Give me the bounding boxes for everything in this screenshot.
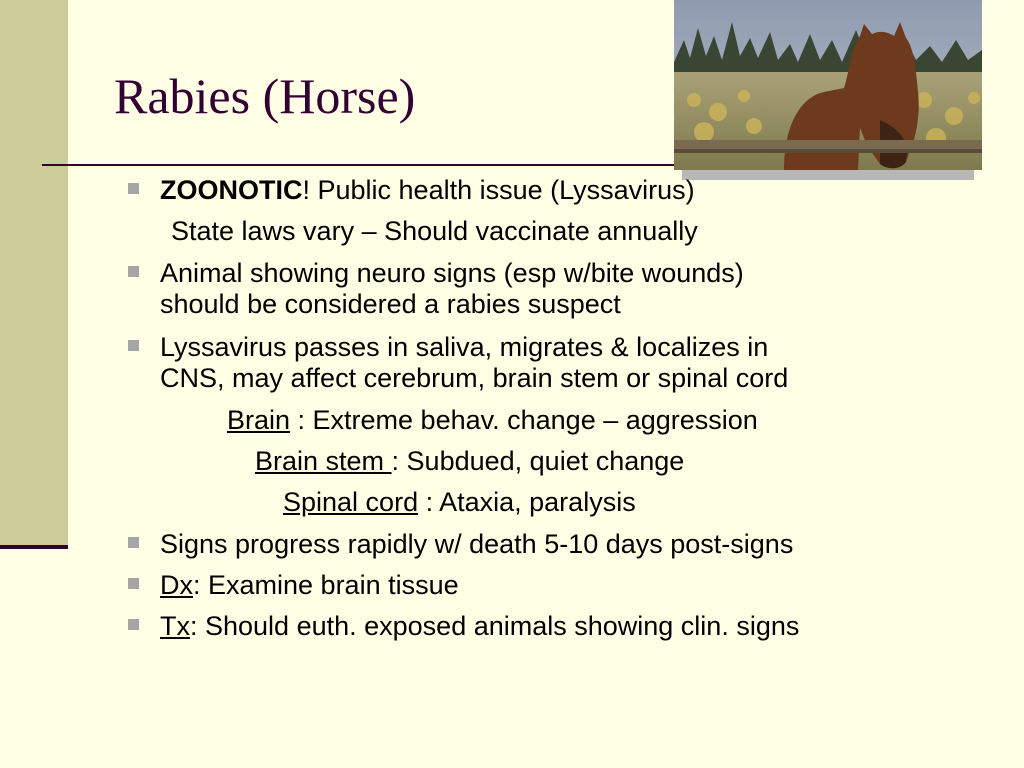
dx-term: Dx — [160, 570, 193, 600]
neuro-suspect-line — [160, 288, 621, 320]
tx-text: : Should euth. exposed animals showing clin. signs — [190, 611, 800, 641]
bullet-marker — [128, 266, 139, 277]
bullet-progression — [160, 528, 793, 560]
brain-desc: : Extreme behav. change – aggression — [290, 405, 758, 435]
slide-title: Rabies (Horse) — [114, 68, 416, 124]
brainstem-term: Brain stem — [255, 446, 392, 476]
spinalcord-desc: : Ataxia, paralysis — [418, 487, 636, 517]
tx-term: Tx — [160, 611, 190, 641]
bullet-neuro-signs — [160, 257, 744, 289]
vaccination-note — [171, 215, 698, 247]
neuro-line-2: should be considered a rabies suspect — [160, 289, 621, 319]
brainstem-sign — [255, 445, 684, 477]
bullet-marker — [128, 183, 139, 194]
bullet-lyssavirus — [160, 331, 768, 363]
bullet-treatment — [160, 610, 799, 642]
dx-text: : Examine brain tissue — [193, 570, 459, 600]
brain-term: Brain — [227, 405, 291, 435]
spinalcord-term: Spinal cord — [283, 487, 419, 517]
bullet-marker — [128, 619, 139, 630]
bullet-diagnosis — [160, 569, 459, 601]
bullet-marker — [128, 537, 139, 548]
lyssavirus-cns-line — [160, 362, 788, 394]
lyssavirus-line-2: CNS, may affect cerebrum, brain stem or spinal cord — [160, 363, 789, 393]
neuro-line-1: Animal showing neuro signs (esp w/bite wounds) — [160, 258, 744, 288]
zoonotic-term: ZOONOTIC — [160, 175, 303, 205]
zoonotic-text: ! Public health issue (Lyssavirus) — [302, 175, 695, 205]
lyssavirus-line-1: Lyssavirus passes in saliva, migrates & localizes in — [160, 332, 769, 362]
progression-text: Signs progress rapidly w/ death 5-10 days post-signs — [160, 529, 794, 559]
brainstem-desc: : Subdued, quiet change — [391, 446, 685, 476]
bullet-zoonotic — [160, 174, 695, 206]
spinalcord-sign — [283, 486, 636, 518]
bullet-marker — [128, 578, 139, 589]
vaccination-text: State laws vary – Should vaccinate annually — [171, 216, 698, 246]
brain-sign — [227, 404, 758, 436]
bullet-marker — [128, 340, 139, 351]
